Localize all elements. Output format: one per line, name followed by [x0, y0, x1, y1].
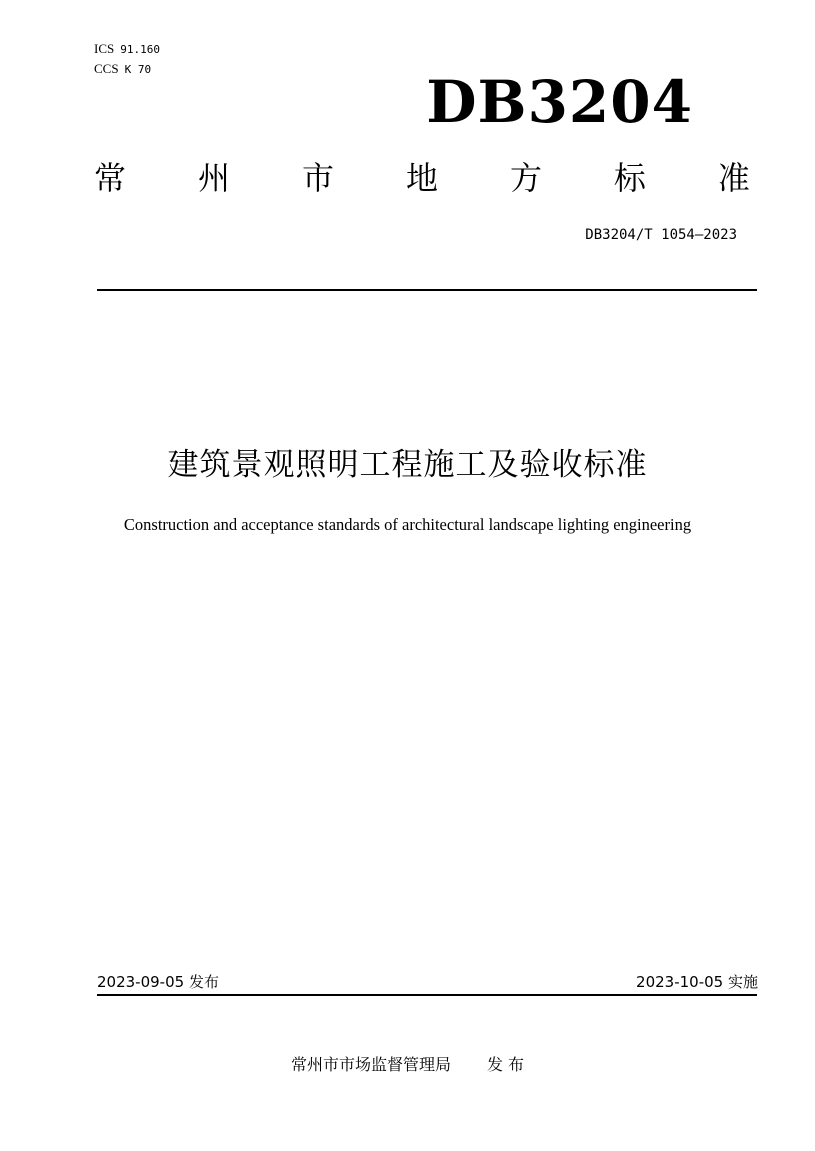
issuer-name: 常州市市场监督管理局: [290, 1055, 451, 1074]
standard-kind-char: 市: [301, 159, 334, 197]
standard-number: DB3204/T 1054—2023: [585, 227, 737, 243]
document-title-chinese: 建筑景观照明工程施工及验收标准: [167, 447, 648, 483]
ccs-line: [94, 61, 151, 78]
implementation-date: 2023-10-05 实施: [636, 973, 758, 991]
ccs-label: CCS: [94, 61, 119, 76]
standard-kind-char: 州: [197, 159, 230, 197]
standard-kind-heading: [94, 157, 750, 199]
ics-value: 91.160: [120, 43, 160, 56]
db-code-mark: DB3204: [426, 68, 693, 136]
issue-word: 发 布: [486, 1055, 525, 1074]
ccs-value: K 70: [124, 63, 152, 76]
ics-label: ICS: [94, 41, 115, 56]
footer-divider: [97, 994, 757, 996]
standard-kind-char: 方: [509, 159, 542, 197]
standard-kind-char: 准: [717, 159, 750, 197]
issue-date: 2023-09-05 发布: [97, 973, 219, 991]
standard-kind-char: 标: [613, 159, 646, 197]
header-divider: [97, 289, 757, 291]
standard-kind-char: 常: [94, 159, 127, 197]
document-title-english: Construction and acceptance standards of architectural landscape lighting engineering: [123, 515, 692, 534]
standard-kind-char: 地: [405, 159, 438, 197]
publisher-line: [0, 1054, 815, 1076]
ics-line: [94, 41, 160, 58]
